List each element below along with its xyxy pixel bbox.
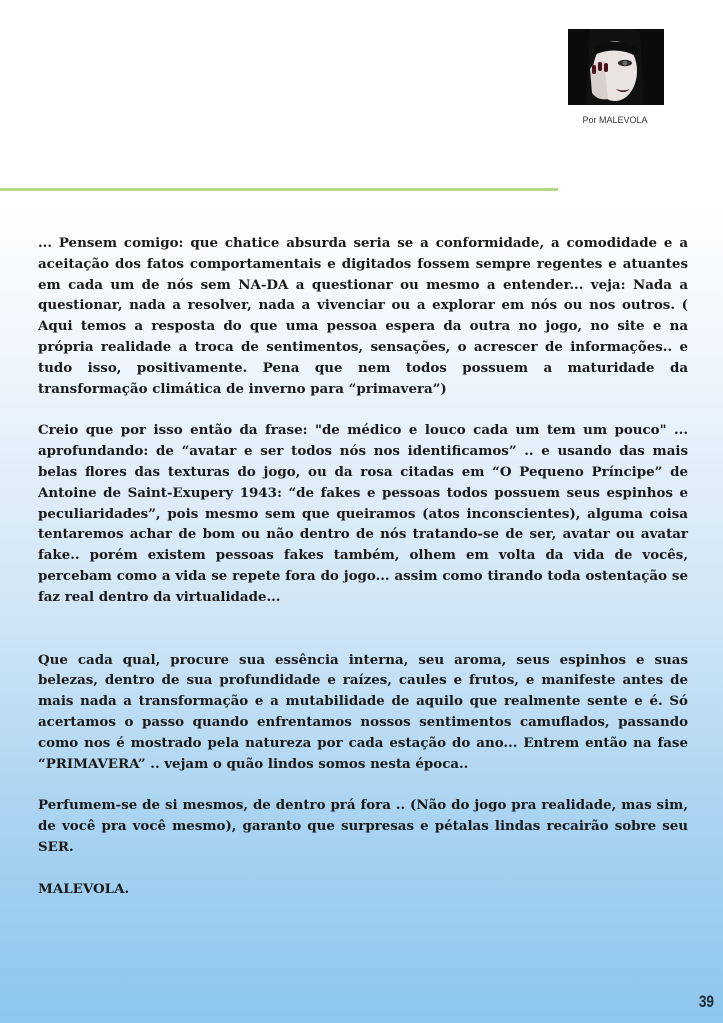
author-photo [568, 29, 664, 105]
page-number: 39 [698, 992, 714, 1011]
byline: Por MALEVOLA [582, 115, 648, 125]
paragraph-spacer [38, 858, 688, 879]
article-paragraph: Creio que por isso então da frase: "de médico e louco cada um tem um pouco" ... aprofundando: de “avatar e ser todos nós nos identificamos” .. e usando das mais belas flores das texturas do jogo, ou da rosa citadas em “O Pequeno Príncipe” de Antoine de Saint-Exupery 1943: “de fakes e pessoas todos possuem seus espinhos e peculiaridades”, pois mesmo sem que queiramos (atos inconscientes), alguma coisa tentaremos achar de bom ou não dentro de nós tratando-se de ser, avatar ou avatar fake.. porém existem pessoas fakes também, olhem em volta da vida de vocês, percebam como a vida se repete fora do jogo... assim como tirando toda ostentação se faz real dentro da virtualidade... [38, 422, 688, 605]
author-signature: MALEVOLA. [38, 880, 130, 897]
article-paragraph: ... Pensem comigo: que chatice absurda seria se a conformidade, a comodidade e a aceitação dos fatos comportamentais e digitados fossem sempre regentes e atuantes em cada um de nós sem NA-DA a questionar ou mesmo a entender... veja: Nada a questionar, nada a resolver, nada a vivenciar ou a explorar em nós ou nos outros. ( Aqui temos a resposta do que uma pessoa espera da outra no jogo, no site e na própria realidade a troca de sentimentos, sensações, o acrescer de informações.. e tudo isso, positivamente. Pena que nem todos possuem a maturidade da transformação climática de inverno para “primavera”) [38, 235, 688, 397]
article-paragraph: Que cada qual, procure sua essência interna, seu aroma, seus espinhos e suas belezas, dentro de sua profundidade e raízes, caules e frutos, e manifeste antes de mais nada a transformação e a mutabilidade de aquilo que realmente sente e é. Só acertamos o passo quando enfrentamos nossos sentimentos camuflados, passando como nos é mostrado pela natureza por cada estação do ano... Entrem então na fase “PRIMAVERA” .. vejam o quão lindos somos nesta época.. [38, 651, 688, 772]
woman-portrait-icon [568, 29, 664, 105]
article-paragraph: Perfumem-se de si mesmos, de dentro prá fora .. (Não do jogo pra realidade, mas sim, de você pra você mesmo), garanto que surpresas e pétalas lindas recairão sobre seu SER. [38, 797, 688, 855]
paragraph-spacer [38, 399, 688, 420]
paragraph-spacer [38, 774, 688, 795]
article-body [38, 233, 688, 900]
paragraph-spacer [38, 608, 688, 650]
section-divider [0, 188, 558, 191]
